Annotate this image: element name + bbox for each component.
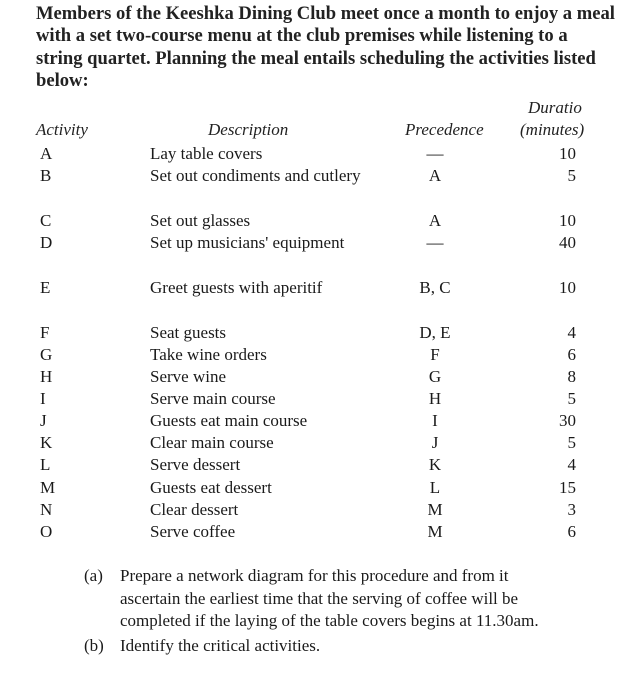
activity-duration: 4 <box>567 323 576 342</box>
activity-precedence: — <box>426 233 444 252</box>
activity-code: G <box>40 345 53 364</box>
activity-precedence: B, C <box>419 278 451 297</box>
activity-description: Serve dessert <box>150 455 241 474</box>
activity-duration: 5 <box>567 433 576 452</box>
activity-code: J <box>40 411 47 430</box>
activity-precedence: F <box>430 345 440 364</box>
activity-code: C <box>40 211 52 230</box>
activity-description: Guests eat dessert <box>150 478 272 497</box>
activity-duration: 8 <box>567 367 576 386</box>
activity-duration: 6 <box>567 522 576 541</box>
activity-code: L <box>40 455 51 474</box>
header-duration-unit: (minutes) <box>520 120 585 139</box>
activity-code: D <box>40 233 53 252</box>
activity-code: N <box>40 500 53 519</box>
activity-precedence: M <box>427 500 443 519</box>
activity-code: E <box>40 278 51 297</box>
activity-duration: 30 <box>559 411 576 430</box>
activity-precedence: D, E <box>419 323 451 342</box>
activity-duration: 5 <box>567 389 576 408</box>
activity-precedence: K <box>428 455 442 474</box>
activity-precedence: A <box>428 166 442 185</box>
activity-description: Set out glasses <box>150 211 251 230</box>
activity-duration: 10 <box>559 144 576 163</box>
activity-duration: 10 <box>559 278 576 297</box>
header-description: Description <box>208 120 289 139</box>
activity-description: Seat guests <box>150 323 227 342</box>
activity-precedence: H <box>428 389 442 408</box>
activity-precedence: M <box>427 522 443 541</box>
activity-precedence: J <box>431 433 439 452</box>
activity-description: Serve wine <box>150 367 227 386</box>
question-a-text: Prepare a network diagram for this procedure and from it ascertain the earliest time that the serving of coffee will be completed if the laying of the table covers begins at 11.30am. <box>120 566 539 630</box>
activity-description: Lay table covers <box>150 144 263 163</box>
activity-duration: 6 <box>567 345 576 364</box>
activity-duration: 5 <box>567 166 576 185</box>
activity-description: Set out condiments and cutlery <box>150 166 361 185</box>
activity-description: Take wine orders <box>150 345 267 364</box>
activity-description: Serve coffee <box>150 522 236 541</box>
activity-code: B <box>40 166 52 185</box>
activity-description: Clear main course <box>150 433 274 452</box>
header-activity: Activity <box>36 120 88 139</box>
question-a <box>84 565 564 633</box>
activity-description: Greet guests with aperitif <box>150 278 323 297</box>
activity-code: O <box>40 522 53 541</box>
header-duration: Duratio <box>528 98 582 117</box>
question-b-text: Identify the critical activities. <box>120 635 321 655</box>
activity-code: K <box>40 433 53 452</box>
activity-code: I <box>40 389 46 408</box>
activity-duration: 40 <box>559 233 576 252</box>
activity-description: Set up musicians' equipment <box>150 233 345 252</box>
activity-description: Clear dessert <box>150 500 239 519</box>
question-b-label: (b) <box>84 635 104 655</box>
activity-precedence: A <box>428 211 442 230</box>
question-a-label: (a) <box>84 566 103 585</box>
activity-code: A <box>40 144 53 163</box>
activity-duration: 3 <box>567 500 576 519</box>
activity-duration: 4 <box>567 455 576 474</box>
activity-precedence: G <box>428 367 442 386</box>
activity-duration: 15 <box>559 478 576 497</box>
intro-paragraph: Members of the Keeshka Dining Club meet once a month to enjoy a meal with a set two-course menu at the club premises while listening to a string quartet. Planning the meal entails scheduling the activities listed below: <box>36 3 615 91</box>
questions <box>84 565 564 657</box>
header-precedence: Precedence <box>405 120 484 139</box>
activity-code: F <box>40 323 50 342</box>
activity-precedence: L <box>429 478 441 497</box>
activity-code: H <box>40 367 53 386</box>
activity-precedence: — <box>426 144 444 163</box>
question-b <box>84 635 564 658</box>
activity-precedence: I <box>432 411 438 430</box>
activity-description: Guests eat main course <box>150 411 308 430</box>
activity-duration: 10 <box>559 211 576 230</box>
activity-description: Serve main course <box>150 389 276 408</box>
activity-code: M <box>40 478 56 497</box>
